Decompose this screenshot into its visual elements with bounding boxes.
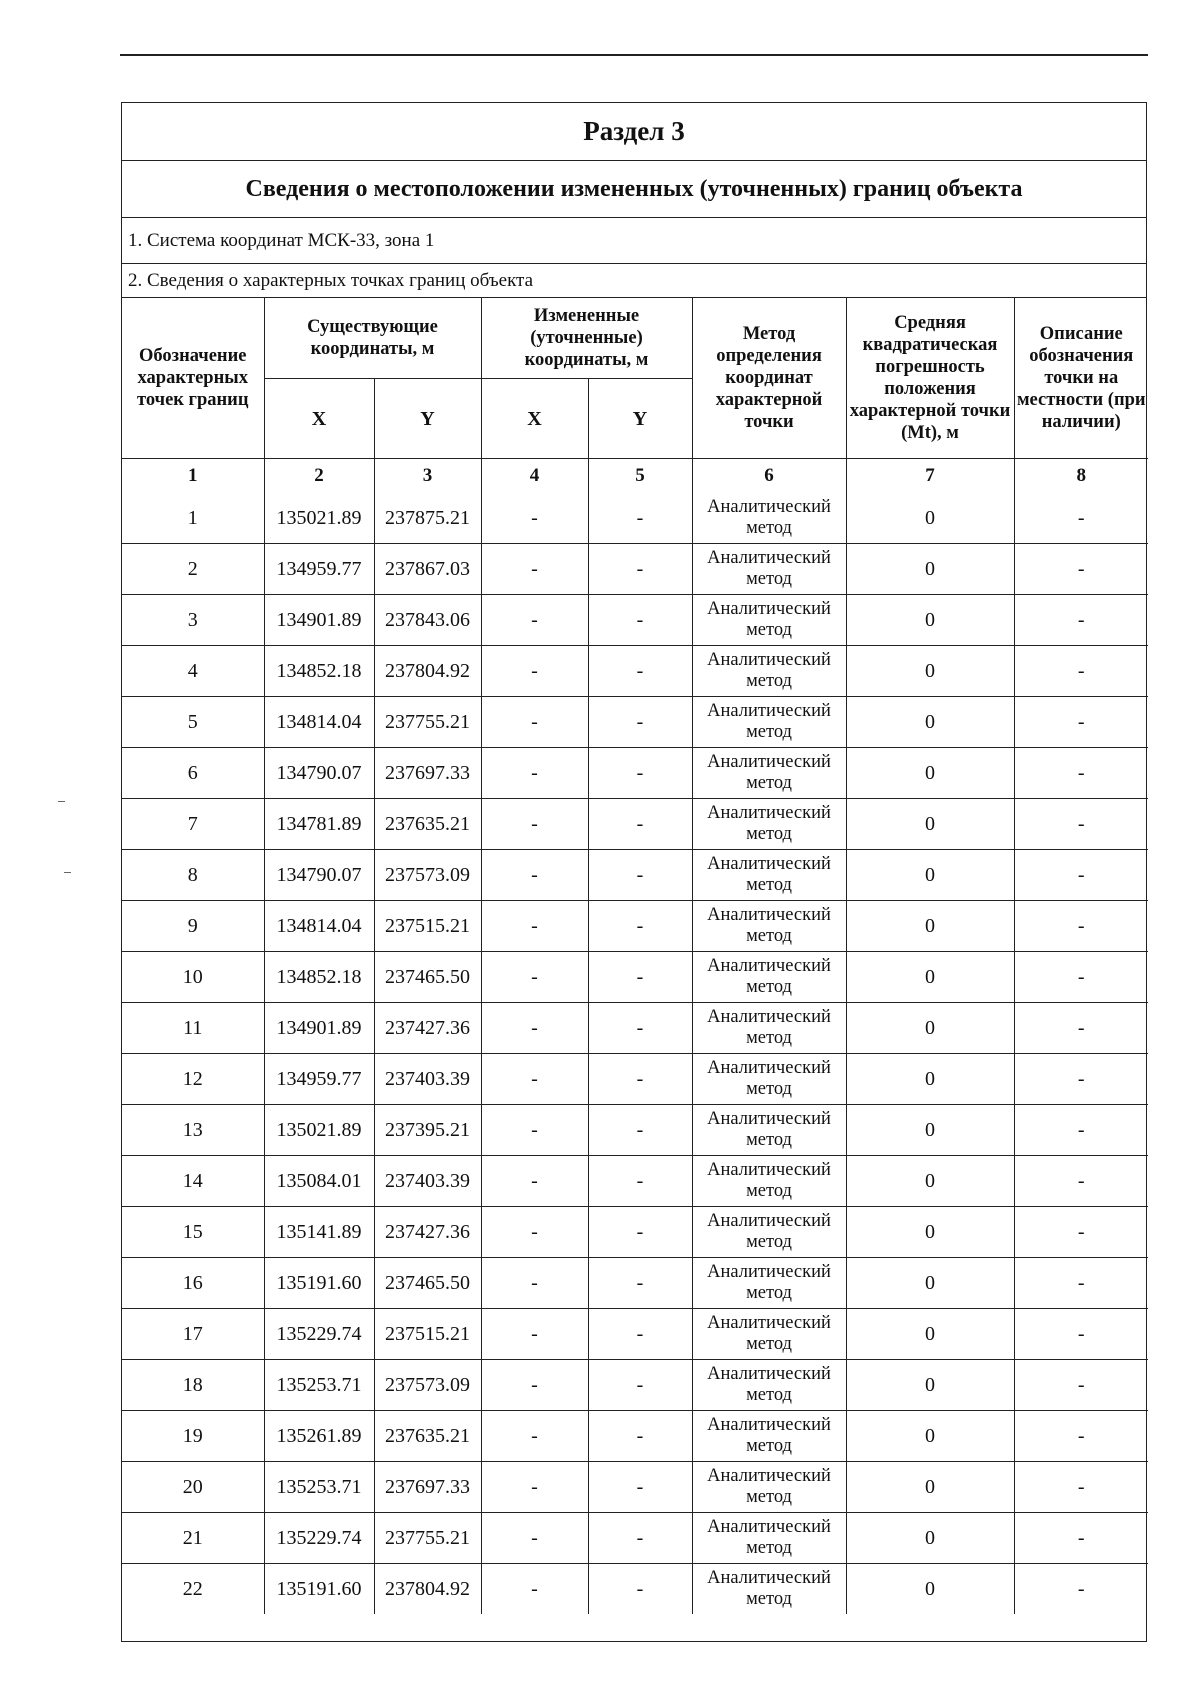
header-changed-coords: Измененные (уточненные) координаты, м xyxy=(481,298,692,379)
changed-x-cell: - xyxy=(481,1207,588,1258)
changed-y-cell: - xyxy=(588,1207,692,1258)
error-cell: 0 xyxy=(846,1462,1014,1513)
description-cell: - xyxy=(1014,952,1148,1003)
point-number-cell: 19 xyxy=(122,1411,264,1462)
description-cell: - xyxy=(1014,1003,1148,1054)
table-row xyxy=(122,1411,1148,1462)
existing-x-cell: 135253.71 xyxy=(264,1360,374,1411)
point-number-cell: 14 xyxy=(122,1156,264,1207)
existing-y-cell: 237403.39 xyxy=(374,1054,481,1105)
description-cell: - xyxy=(1014,697,1148,748)
existing-x-cell: 134790.07 xyxy=(264,850,374,901)
changed-x-cell: - xyxy=(481,1462,588,1513)
changed-y-cell: - xyxy=(588,544,692,595)
error-cell: 0 xyxy=(846,1411,1014,1462)
existing-x-cell: 135253.71 xyxy=(264,1462,374,1513)
table-empty-row xyxy=(122,1614,1148,1641)
error-cell: 0 xyxy=(846,595,1014,646)
header-existing-coords: Существующие координаты, м xyxy=(264,298,481,379)
method-cell: Аналитический метод xyxy=(692,952,846,1003)
changed-x-cell: - xyxy=(481,1258,588,1309)
changed-x-cell: - xyxy=(481,1105,588,1156)
table-row xyxy=(122,1003,1148,1054)
header-designation: Обозначение характерных точек границ xyxy=(122,298,264,459)
existing-x-cell: 135229.74 xyxy=(264,1309,374,1360)
empty-cell xyxy=(122,1614,1148,1641)
method-cell: Аналитический метод xyxy=(692,595,846,646)
coordinate-system-line: 1. Система координат МСК-33, зона 1 xyxy=(122,218,1146,264)
existing-y-cell: 237427.36 xyxy=(374,1207,481,1258)
changed-y-cell: - xyxy=(588,952,692,1003)
changed-y-cell: - xyxy=(588,697,692,748)
error-cell: 0 xyxy=(846,1054,1014,1105)
header-existing-x: X xyxy=(264,379,374,459)
changed-y-cell: - xyxy=(588,1156,692,1207)
table-row xyxy=(122,1309,1148,1360)
description-cell: - xyxy=(1014,493,1148,544)
method-cell: Аналитический метод xyxy=(692,646,846,697)
changed-y-cell: - xyxy=(588,748,692,799)
changed-y-cell: - xyxy=(588,1462,692,1513)
changed-y-cell: - xyxy=(588,1309,692,1360)
table-row xyxy=(122,493,1148,544)
table-row xyxy=(122,595,1148,646)
point-number-cell: 18 xyxy=(122,1360,264,1411)
existing-x-cell: 135084.01 xyxy=(264,1156,374,1207)
changed-x-cell: - xyxy=(481,1054,588,1105)
existing-x-cell: 135191.60 xyxy=(264,1258,374,1309)
method-cell: Аналитический метод xyxy=(692,1105,846,1156)
table-row xyxy=(122,901,1148,952)
description-cell: - xyxy=(1014,1360,1148,1411)
changed-x-cell: - xyxy=(481,646,588,697)
existing-x-cell: 134790.07 xyxy=(264,748,374,799)
error-cell: 0 xyxy=(846,901,1014,952)
existing-y-cell: 237395.21 xyxy=(374,1105,481,1156)
table-row xyxy=(122,1156,1148,1207)
method-cell: Аналитический метод xyxy=(692,1564,846,1615)
changed-y-cell: - xyxy=(588,1054,692,1105)
changed-x-cell: - xyxy=(481,1003,588,1054)
existing-x-cell: 134814.04 xyxy=(264,901,374,952)
changed-x-cell: - xyxy=(481,901,588,952)
changed-x-cell: - xyxy=(481,1513,588,1564)
method-cell: Аналитический метод xyxy=(692,1003,846,1054)
table-row xyxy=(122,952,1148,1003)
description-cell: - xyxy=(1014,595,1148,646)
table-row xyxy=(122,1462,1148,1513)
error-cell: 0 xyxy=(846,1207,1014,1258)
description-cell: - xyxy=(1014,1564,1148,1615)
header-mean-square-error: Средняя квадратическая погрешность положения характерной точки (Mt), м xyxy=(846,298,1014,459)
table-row xyxy=(122,1513,1148,1564)
column-number: 1 xyxy=(122,459,264,494)
changed-y-cell: - xyxy=(588,1564,692,1615)
point-number-cell: 9 xyxy=(122,901,264,952)
existing-y-cell: 237403.39 xyxy=(374,1156,481,1207)
header-changed-y: Y xyxy=(588,379,692,459)
method-cell: Аналитический метод xyxy=(692,1462,846,1513)
error-cell: 0 xyxy=(846,1156,1014,1207)
existing-x-cell: 135141.89 xyxy=(264,1207,374,1258)
existing-x-cell: 134959.77 xyxy=(264,1054,374,1105)
changed-x-cell: - xyxy=(481,697,588,748)
error-cell: 0 xyxy=(846,1105,1014,1156)
changed-y-cell: - xyxy=(588,1258,692,1309)
existing-x-cell: 135191.60 xyxy=(264,1564,374,1615)
existing-y-cell: 237515.21 xyxy=(374,901,481,952)
column-number: 4 xyxy=(481,459,588,494)
header-method: Метод определения координат характерной точки xyxy=(692,298,846,459)
column-number: 8 xyxy=(1014,459,1148,494)
point-number-cell: 5 xyxy=(122,697,264,748)
method-cell: Аналитический метод xyxy=(692,799,846,850)
error-cell: 0 xyxy=(846,697,1014,748)
existing-x-cell: 134852.18 xyxy=(264,952,374,1003)
existing-x-cell: 134781.89 xyxy=(264,799,374,850)
header-existing-y: Y xyxy=(374,379,481,459)
existing-y-cell: 237465.50 xyxy=(374,952,481,1003)
boundary-points-heading: 2. Сведения о характерных точках границ объекта xyxy=(122,264,1146,298)
table-row xyxy=(122,1360,1148,1411)
description-cell: - xyxy=(1014,1513,1148,1564)
section-title: Раздел 3 xyxy=(122,103,1146,161)
scan-margin-mark xyxy=(64,872,71,873)
existing-x-cell: 134959.77 xyxy=(264,544,374,595)
existing-x-cell: 134901.89 xyxy=(264,595,374,646)
table-row xyxy=(122,850,1148,901)
description-cell: - xyxy=(1014,1156,1148,1207)
method-cell: Аналитический метод xyxy=(692,850,846,901)
changed-y-cell: - xyxy=(588,1513,692,1564)
error-cell: 0 xyxy=(846,799,1014,850)
section-3-document xyxy=(121,102,1147,1642)
table-row xyxy=(122,1105,1148,1156)
description-cell: - xyxy=(1014,1309,1148,1360)
changed-y-cell: - xyxy=(588,1411,692,1462)
point-number-cell: 21 xyxy=(122,1513,264,1564)
error-cell: 0 xyxy=(846,1360,1014,1411)
method-cell: Аналитический метод xyxy=(692,1360,846,1411)
section-subtitle: Сведения о местоположении измененных (уточненных) границ объекта xyxy=(122,161,1146,218)
method-cell: Аналитический метод xyxy=(692,544,846,595)
point-number-cell: 10 xyxy=(122,952,264,1003)
description-cell: - xyxy=(1014,1411,1148,1462)
changed-y-cell: - xyxy=(588,646,692,697)
table-row xyxy=(122,748,1148,799)
method-cell: Аналитический метод xyxy=(692,1258,846,1309)
table-row xyxy=(122,1564,1148,1615)
method-cell: Аналитический метод xyxy=(692,1156,846,1207)
existing-x-cell: 134901.89 xyxy=(264,1003,374,1054)
header-point-description: Описание обозначения точки на местности (при наличии) xyxy=(1014,298,1148,459)
changed-x-cell: - xyxy=(481,850,588,901)
changed-x-cell: - xyxy=(481,1564,588,1615)
method-cell: Аналитический метод xyxy=(692,1054,846,1105)
point-number-cell: 4 xyxy=(122,646,264,697)
column-number: 5 xyxy=(588,459,692,494)
existing-y-cell: 237804.92 xyxy=(374,1564,481,1615)
existing-x-cell: 134814.04 xyxy=(264,697,374,748)
description-cell: - xyxy=(1014,1462,1148,1513)
existing-y-cell: 237573.09 xyxy=(374,850,481,901)
scan-margin-mark xyxy=(58,801,65,802)
changed-x-cell: - xyxy=(481,1156,588,1207)
column-number: 2 xyxy=(264,459,374,494)
existing-x-cell: 135229.74 xyxy=(264,1513,374,1564)
changed-y-cell: - xyxy=(588,595,692,646)
existing-y-cell: 237875.21 xyxy=(374,493,481,544)
method-cell: Аналитический метод xyxy=(692,1309,846,1360)
description-cell: - xyxy=(1014,544,1148,595)
changed-y-cell: - xyxy=(588,850,692,901)
description-cell: - xyxy=(1014,901,1148,952)
method-cell: Аналитический метод xyxy=(692,1207,846,1258)
description-cell: - xyxy=(1014,1054,1148,1105)
table-row xyxy=(122,1054,1148,1105)
header-changed-x: X xyxy=(481,379,588,459)
changed-x-cell: - xyxy=(481,952,588,1003)
changed-x-cell: - xyxy=(481,1360,588,1411)
error-cell: 0 xyxy=(846,544,1014,595)
existing-x-cell: 135021.89 xyxy=(264,493,374,544)
error-cell: 0 xyxy=(846,1309,1014,1360)
changed-x-cell: - xyxy=(481,1411,588,1462)
point-number-cell: 13 xyxy=(122,1105,264,1156)
table-row xyxy=(122,697,1148,748)
changed-y-cell: - xyxy=(588,799,692,850)
point-number-cell: 8 xyxy=(122,850,264,901)
point-number-cell: 20 xyxy=(122,1462,264,1513)
description-cell: - xyxy=(1014,799,1148,850)
changed-x-cell: - xyxy=(481,1309,588,1360)
changed-y-cell: - xyxy=(588,1105,692,1156)
changed-x-cell: - xyxy=(481,544,588,595)
column-number: 3 xyxy=(374,459,481,494)
point-number-cell: 3 xyxy=(122,595,264,646)
table-row xyxy=(122,799,1148,850)
column-number: 6 xyxy=(692,459,846,494)
boundary-points-table xyxy=(122,298,1148,1641)
description-cell: - xyxy=(1014,646,1148,697)
changed-y-cell: - xyxy=(588,901,692,952)
table-row xyxy=(122,646,1148,697)
changed-y-cell: - xyxy=(588,1003,692,1054)
changed-y-cell: - xyxy=(588,1360,692,1411)
description-cell: - xyxy=(1014,1258,1148,1309)
point-number-cell: 6 xyxy=(122,748,264,799)
error-cell: 0 xyxy=(846,850,1014,901)
point-number-cell: 12 xyxy=(122,1054,264,1105)
existing-y-cell: 237573.09 xyxy=(374,1360,481,1411)
error-cell: 0 xyxy=(846,952,1014,1003)
point-number-cell: 15 xyxy=(122,1207,264,1258)
error-cell: 0 xyxy=(846,493,1014,544)
table-row xyxy=(122,1258,1148,1309)
error-cell: 0 xyxy=(846,1258,1014,1309)
point-number-cell: 16 xyxy=(122,1258,264,1309)
method-cell: Аналитический метод xyxy=(692,493,846,544)
existing-y-cell: 237804.92 xyxy=(374,646,481,697)
changed-x-cell: - xyxy=(481,595,588,646)
existing-y-cell: 237427.36 xyxy=(374,1003,481,1054)
column-numbers-row xyxy=(122,459,1148,494)
existing-y-cell: 237755.21 xyxy=(374,1513,481,1564)
point-number-cell: 11 xyxy=(122,1003,264,1054)
changed-x-cell: - xyxy=(481,493,588,544)
description-cell: - xyxy=(1014,1207,1148,1258)
point-number-cell: 7 xyxy=(122,799,264,850)
changed-y-cell: - xyxy=(588,493,692,544)
method-cell: Аналитический метод xyxy=(692,697,846,748)
method-cell: Аналитический метод xyxy=(692,1411,846,1462)
existing-x-cell: 135261.89 xyxy=(264,1411,374,1462)
description-cell: - xyxy=(1014,748,1148,799)
existing-y-cell: 237515.21 xyxy=(374,1309,481,1360)
existing-y-cell: 237635.21 xyxy=(374,1411,481,1462)
existing-y-cell: 237465.50 xyxy=(374,1258,481,1309)
method-cell: Аналитический метод xyxy=(692,748,846,799)
point-number-cell: 22 xyxy=(122,1564,264,1615)
changed-x-cell: - xyxy=(481,799,588,850)
existing-y-cell: 237755.21 xyxy=(374,697,481,748)
existing-x-cell: 135021.89 xyxy=(264,1105,374,1156)
page-top-rule xyxy=(120,54,1148,56)
error-cell: 0 xyxy=(846,1513,1014,1564)
column-number: 7 xyxy=(846,459,1014,494)
point-number-cell: 1 xyxy=(122,493,264,544)
existing-y-cell: 237697.33 xyxy=(374,1462,481,1513)
changed-x-cell: - xyxy=(481,748,588,799)
table-row xyxy=(122,1207,1148,1258)
table-row xyxy=(122,544,1148,595)
point-number-cell: 17 xyxy=(122,1309,264,1360)
existing-y-cell: 237635.21 xyxy=(374,799,481,850)
existing-x-cell: 134852.18 xyxy=(264,646,374,697)
method-cell: Аналитический метод xyxy=(692,1513,846,1564)
error-cell: 0 xyxy=(846,748,1014,799)
error-cell: 0 xyxy=(846,1003,1014,1054)
existing-y-cell: 237843.06 xyxy=(374,595,481,646)
existing-y-cell: 237697.33 xyxy=(374,748,481,799)
description-cell: - xyxy=(1014,850,1148,901)
description-cell: - xyxy=(1014,1105,1148,1156)
existing-y-cell: 237867.03 xyxy=(374,544,481,595)
error-cell: 0 xyxy=(846,1564,1014,1615)
method-cell: Аналитический метод xyxy=(692,901,846,952)
table-header-row xyxy=(122,298,1148,379)
error-cell: 0 xyxy=(846,646,1014,697)
point-number-cell: 2 xyxy=(122,544,264,595)
